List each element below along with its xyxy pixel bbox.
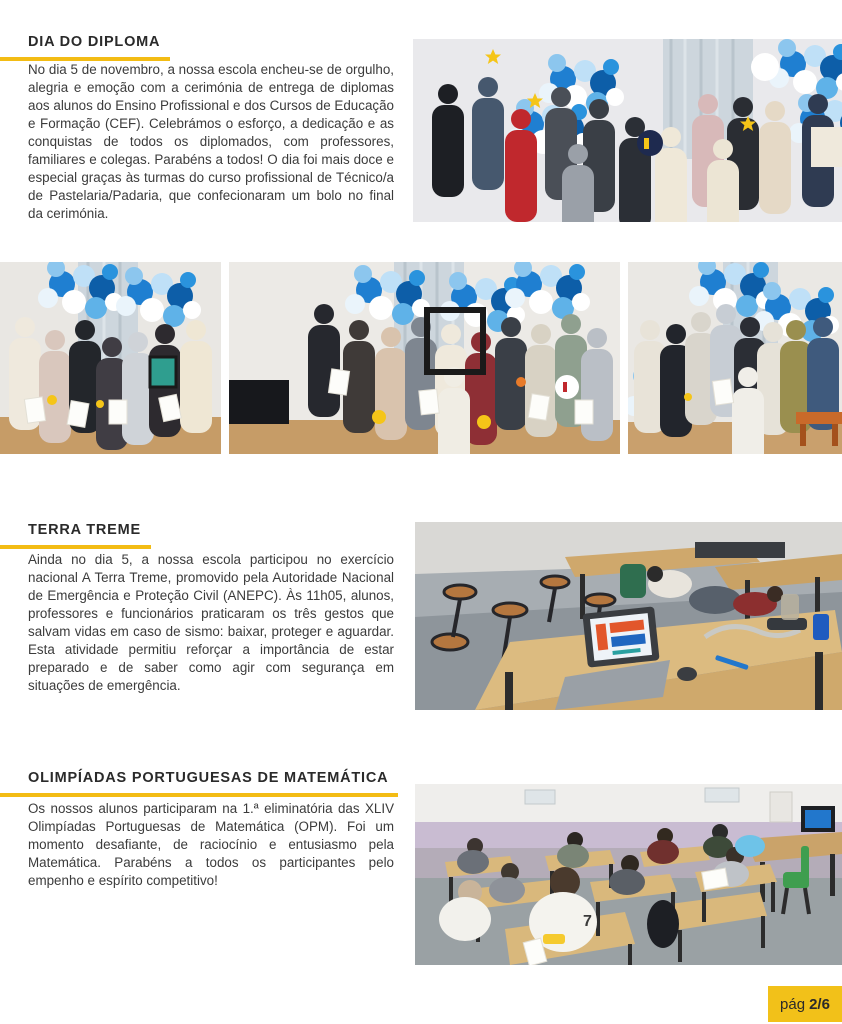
section-body-terra-treme: Ainda no dia 5, a nossa escola participou no exercício nacional A Terra Treme, promovido pela Autoridade Nacional de Emergência e Proteção Civil (ANEPC). Às 11h05, alunos, professores e funcionários praticaram os três gestos que salvam vidas em caso de sismo: baixar, proteger e aguardar. Esta atividade permitiu reforçar a importância de estar preparado e de saber como agir com segurança em situações de emergência. (28, 552, 394, 693)
gallery-photo-3 (628, 262, 842, 454)
section-title-dia-do-diploma: DIA DO DIPLOMA (0, 34, 170, 61)
terra-treme-photo (415, 522, 842, 710)
page-number: 2/6 (809, 995, 830, 1013)
section-body-olimpiadas: Os nossos alunos participaram na 1.ª eliminatória das XLIV Olimpíadas Portuguesas de Matemática (OPM). Foi um momento desafiante, de raciocínio e entusiasmo pela Matemática. Parabéns a todos os participantes pelo empenho e espírito competitivo! (28, 801, 394, 888)
section-body-dia-do-diploma: No dia 5 de novembro, a nossa escola encheu-se de orgulho, alegria e emoção com a cerimónia de entrega de diplomas aos alunos do Ensino Profissional e dos Cursos de Educação e Formação (CEF). Celebrámos o esforço, a dedicação e as conquistas de todos os diplomados, com professores, familiares e colegas. Parabéns a todos! O dia foi mais doce e especial graças às turmas do curso profissional de Técnico/a de Pastelaria/Padaria, que confecionaram um bolo no final da cerimónia. (28, 62, 394, 221)
page-label: pág (780, 995, 806, 1013)
svg-text:7: 7 (583, 913, 592, 930)
section-title-terra-treme: TERRA TREME (0, 522, 151, 549)
page-number-badge (768, 986, 842, 1022)
math-olympiad-photo (415, 784, 842, 965)
gallery-photo-1 (0, 262, 221, 454)
section-title-olimpiadas: OLIMPÍADAS PORTUGUESAS DE MATEMÁTICA (0, 770, 398, 797)
gallery-photo-2 (229, 262, 620, 454)
diploma-ceremony-photo (413, 39, 842, 222)
